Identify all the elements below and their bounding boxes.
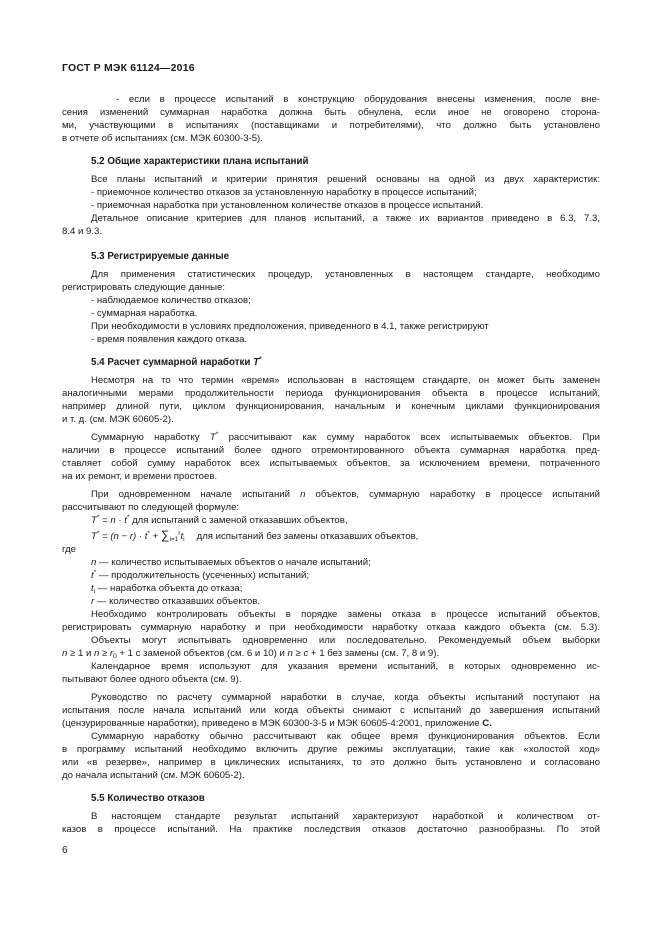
paragraph-line: Суммарную наработку обычно рассчитывают как общее время функционирования объектов. Если (91, 731, 600, 742)
paragraph-line: Несмотря на то что термин «время» использован в настоящем стандарте, он может быть заменен (91, 375, 600, 386)
paragraph-line: сения изменений суммарная наработка должна быть обнулена, если иное не оговорено сторона- (62, 107, 600, 118)
paragraph-line: При необходимости в условиях предположения, приведенного в 4.1, также регистрируют (91, 321, 489, 332)
paragraph-line: например длиной пути, циклом функционирования, начальным и конечным циклами функционирования (62, 401, 600, 412)
paragraph-line: Детальное описание критериев для планов испытаний, а также их вариантов приведено в 6.3, 7.3, (91, 213, 600, 224)
section-heading: 5.4 Расчет суммарной наработки T* (91, 356, 262, 368)
definition-item: t* — продолжительность (усеченных) испытаний; (91, 569, 309, 581)
paragraph-line: до начала испытаний (см. МЭК 60605-2). (62, 770, 245, 781)
paragraph-line: наличии в процессе испытаний более одного отремонтированного объекта суммарная наработка пред- (62, 445, 600, 456)
paragraph-line: или «в резерве», например в циклических испытаниях, то это должно быть установлено и согласовано (62, 757, 600, 768)
paragraph-line: Руководство по расчету суммарной наработки в случае, когда объекты испытаний поступают на (91, 692, 600, 703)
formula-with-replacement: T* = n · t* для испытаний с заменой отказавших объектов, (91, 514, 348, 526)
paragraph-line: где (62, 544, 77, 555)
paragraph-line: Календарное время используют для указания времени испытаний, в которых одновременно ис- (91, 661, 600, 672)
paragraph-line: ставляет собой сумму наработок всех испытываемых объектов, за исключением времени, потраченного (62, 458, 600, 469)
paragraph-line: казов в процессе испытаний. На практике последствия отказов достаточно разнообразны. По этой (62, 824, 600, 835)
section-heading: 5.2 Общие характеристики плана испытаний (91, 156, 309, 167)
document-header: ГОСТ Р МЭК 61124—2016 (62, 62, 195, 74)
paragraph-line: - если в процессе испытаний в конструкцию оборудования внесены изменения, после вне- (116, 94, 600, 105)
section-heading: 5.3 Регистрируемые данные (91, 251, 230, 262)
definition-item: $t_i$ — наработка объекта до отказа; (91, 583, 243, 595)
paragraph-line: и т. д. (см. МЭК 60605-2). (62, 414, 174, 425)
paragraph-line: на их ремонт, и времени простоев. (62, 471, 218, 482)
paragraph-line: При одновременном начале испытаний n объектов, суммарную наработку в процессе испытаний (91, 489, 600, 500)
paragraph-line: Для применения статистических процедур, установленных в настоящем стандарте, необходимо (91, 269, 600, 280)
paragraph-line: пытывают более одного объекта (см. 9). (62, 674, 242, 685)
paragraph-line: Суммарную наработку T* рассчитывают как сумму наработок всех испытываемых объектов. При (91, 431, 600, 443)
paragraph-line: Объекты могут испытывать одновременно или последовательно. Рекомендуемый объем выборки (91, 635, 600, 646)
paragraph-line: в отчете об испытаниях (см. МЭК 60300-3-5). (62, 133, 263, 144)
paragraph-line: в программу испытаний необходимо включить другие режимы эксплуатации, такие как «холостой ход» (62, 744, 600, 755)
page-number: 6 (62, 845, 68, 856)
section-heading: 5.5 Количество отказов (91, 793, 205, 804)
list-item: - наблюдаемое количество отказов; (91, 295, 251, 306)
paragraph-line: Необходимо контролировать объекты в порядке замены отказа в процессе испытаний объектов, (91, 609, 600, 620)
paragraph-line: В настоящем стандарте результат испытаний характеризуют наработкой и количеством от- (91, 811, 600, 822)
list-item: - приемочная наработка при установленном количестве отказов в процессе испытаний. (91, 200, 484, 211)
list-item: - время появления каждого отказа. (91, 334, 248, 345)
list-item: - приемочное количество отказов за установленную наработку в процессе испытаний; (91, 187, 477, 198)
list-item: - суммарная наработка. (91, 308, 198, 319)
paragraph-line: регистрировать следующие данные: (62, 282, 226, 293)
paragraph-line: ми, участвующими в испытаниях (поставщиками и потребителями), что должно быть установлено (62, 120, 600, 131)
paragraph-line: аналогичными мерами продолжительности периода функционирования объекта в процессе испытаний, (62, 388, 600, 399)
paragraph-line: 8.4 и 9.3. (62, 226, 103, 237)
paragraph-line: регистрировать суммарную наработку и при необходимости наработку отказа каждого объекта (см. 5.3). (62, 622, 600, 633)
paragraph-line: (цензурированные наработки), приведено в МЭК 60300-3-5 и МЭК 60605-4:2001, приложение C. (62, 718, 492, 729)
formula-without-replacement: $T^* = (n - r) \cdot t^* + \sum_{i=1}^rt_i$ для испытаний без замены отказавших объектов, (91, 528, 419, 543)
definition-item: r — количество отказавших объектов. (91, 596, 261, 607)
paragraph-line: n ≥ 1 и $n \ge r_0 + 1$ с заменой объектов (см. 6 и 10) и n ≥ c + 1 без замены (см. 7, 8 и 9). (62, 648, 440, 660)
paragraph-line: рассчитывают по следующей формуле: (62, 502, 240, 513)
definition-item: n — количество испытываемых объектов о начале испытаний; (91, 557, 371, 568)
paragraph-line: испытания после начала испытаний или когда объекты снимают с испытаний до завершения испытаний (62, 705, 600, 716)
paragraph-line: Все планы испытаний и критерии принятия решений основаны на одной из двух характеристик: (91, 174, 600, 185)
